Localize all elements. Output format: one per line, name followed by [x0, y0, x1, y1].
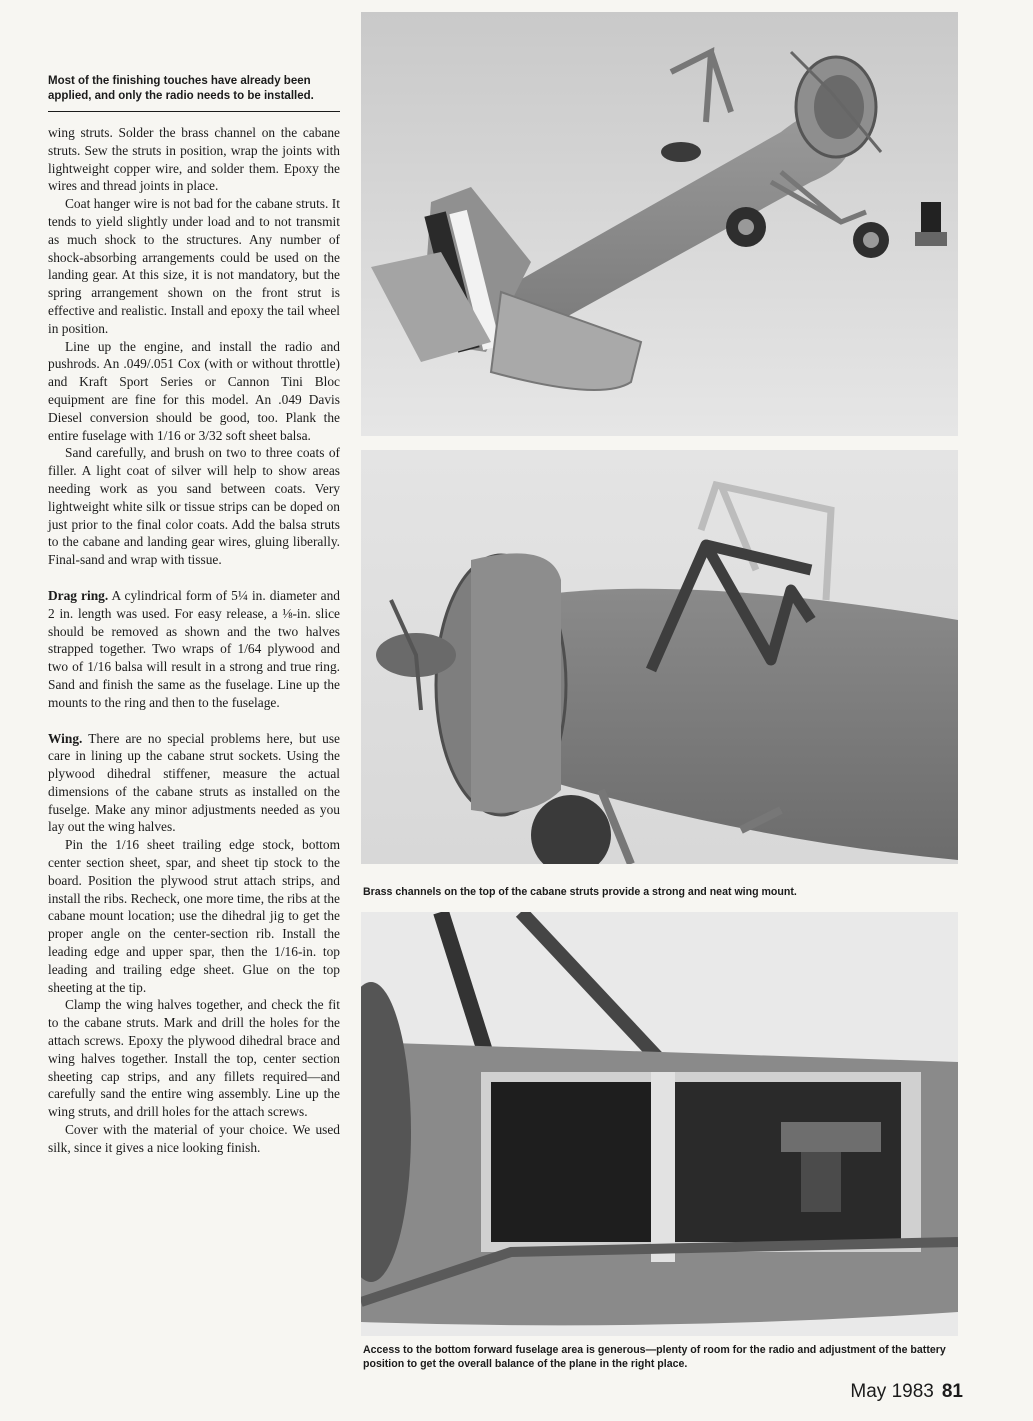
section-heading: Drag ring. — [48, 587, 109, 603]
airplane-rear-illustration — [361, 12, 958, 436]
article-body — [48, 124, 340, 1157]
paragraph-text: A cylindrical form of 5¼ in. diameter and 2 in. length was used. For easy release, a ⅛-in. slice should be removed as shown and the two halves strapped together. Two wraps of 1/64 plywood and two of 1/16 balsa will result in a strong and true ring. Sand and finish the same as the fuselage. Line up the mounts to the ring and then to the fuselage. — [48, 587, 340, 710]
section-heading: Wing. — [48, 730, 83, 746]
paragraph: Coat hanger wire is not bad for the cabane struts. It tends to yield slightly under load and to not transmit as much shock to the structures. Any number of shock-absorbing arrangements could be used on the landing gear. At this size, it is not mandatory, but the spring arrangement shown on the front strut is effective and realistic. Install and epoxy the tail wheel in position. — [48, 196, 340, 336]
paragraph: Pin the 1/16 sheet trailing edge stock, bottom center section sheet, spar, and sheet tip stock to the board. Position the plywood strut attach strips, and install the ribs. Recheck, one more time, the ribs at the cabane mount location; use the dihedral jig to get the proper angle on the center-section rib. Install the leading edge and upper spar, then the 1/16-in. top leading and trailing edge sheet. Glue on the top sheeting at the tip. — [48, 837, 340, 995]
paragraph: wing struts. Solder the brass channel on the cabane struts. Sew the struts in position, wrap the joints with lightweight copper wire, and solder them. Epoxy the wires and thread joints in place. — [48, 125, 340, 194]
page-folio — [850, 1381, 963, 1403]
paragraph-wing — [48, 730, 340, 837]
fuselage-access-illustration — [361, 912, 958, 1336]
photo-airplane-rear-view — [361, 12, 958, 436]
photo-cabane-struts — [361, 450, 958, 864]
page-number: 81 — [941, 1381, 963, 1402]
paragraph: Cover with the material of your choice. We used silk, since it gives a nice looking finish. — [48, 1122, 340, 1155]
paragraph-text: There are no special problems here, but use care in lining up the cabane strut sockets. Using the plywood dihedral stiffener, measure the actual dimensions of the cabane struts as installed on the fuselge. Make any minor adjustments needed as you lay out the wing halves. — [48, 730, 340, 835]
lead-photo-caption: Most of the finishing touches have already been applied, and only the radio needs to be installed. — [48, 74, 340, 112]
left-text-column — [48, 74, 340, 1157]
cabane-struts-illustration — [361, 450, 958, 864]
photo-caption-fuselage-access: Access to the bottom forward fuselage area is generous—plenty of room for the radio and adjustment of the battery position to get the overall balance of the plane in the right place. — [363, 1344, 946, 1370]
photo-caption-cabane-struts: Brass channels on the top of the cabane struts provide a strong and neat wing mount. — [363, 886, 797, 898]
issue-date: May 1983 — [850, 1381, 934, 1402]
paragraph: Clamp the wing halves together, and check the fit to the cabane struts. Mark and drill the holes for the attach screws. Epoxy the plywood dihedral brace and wing halves together. Install the top, center section sheeting cap strips, and any fillets required—and carefully sand the entire wing assembly. Line up the wing struts, and drill holes for the attach screws. — [48, 997, 340, 1120]
paragraph: Sand carefully, and brush on two to three coats of filler. A light coat of silver will help to show areas needing work as you sand between coats. Very lightweight white silk or tissue strips can be doped on just prior to the final color coats. Add the balsa struts to the cabane and landing gear wires, gluing liberally. Final-sand and wrap with tissue. — [48, 445, 340, 568]
paragraph: Line up the engine, and install the radio and pushrods. An .049/.051 Cox (with or without throttle) and Kraft Sport Series or Cannon Tini Bloc equipment are fine for this model. An .049 Davis Diesel conversion should be good, too. Plank the entire fuselage with 1/16 or 3/32 soft sheet balsa. — [48, 338, 340, 443]
photo-fuselage-access — [361, 912, 958, 1336]
paragraph-drag-ring — [48, 587, 340, 712]
